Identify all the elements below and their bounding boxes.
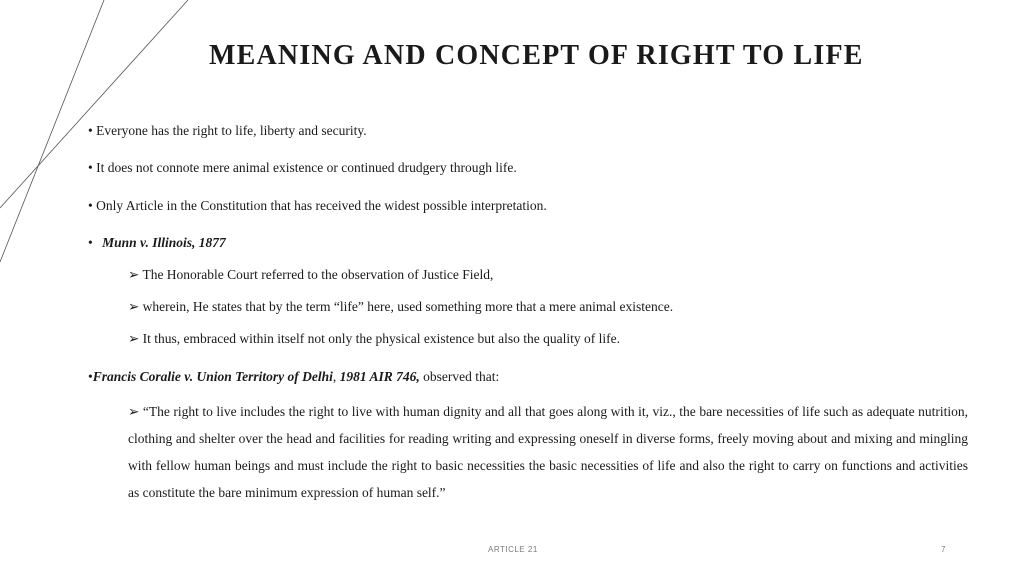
bullet-francis xyxy=(88,368,499,386)
munn-point-2: ➢ wherein, He states that by the term “life” here, used something more that a mere animal existence. xyxy=(128,299,674,314)
case-citation: 1981 AIR 746, xyxy=(339,369,420,384)
bullet-not-connote: • It does not connote mere animal existence or continued drudgery through life. xyxy=(88,160,517,175)
bullet-mark: • xyxy=(88,369,93,384)
munn-point-1: ➢ The Honorable Court referred to the observation of Justice Field, xyxy=(128,267,494,282)
footer-label: ARTICLE 21 xyxy=(488,545,538,554)
bullet-only-article: • Only Article in the Constitution that has received the widest possible interpretation. xyxy=(88,198,547,213)
slide-title: MEANING AND CONCEPT OF RIGHT TO LIFE xyxy=(209,40,864,71)
page-number: 7 xyxy=(941,545,946,554)
bullet-mark: • xyxy=(88,235,93,250)
bullet-munn xyxy=(88,234,226,252)
case-francis: Francis Coralie v. Union Territory of Delhi xyxy=(92,369,333,384)
case-munn: Munn v. Illinois, 1877 xyxy=(102,235,226,250)
munn-point-3: ➢ It thus, embraced within itself not only the physical existence but also the quality of life. xyxy=(128,331,620,346)
francis-quote: ➢ “The right to live includes the right to live with human dignity and all that goes along with it, viz., the bare necessities of life such as adequate nutrition, clothing and shelter over the head and facilities for reading writing and expressing oneself in diverse forms, freely moving about and mixing and mingling with fellow human beings and must include the right to basic necessities the basic necessities of life and also the right to carry on functions and activities as constitute the bare minimum expression of human self.” xyxy=(128,404,968,500)
bullet-everyone: • Everyone has the right to life, liberty and security. xyxy=(88,123,367,138)
observed-that: observed that: xyxy=(423,369,500,384)
case-comma: , xyxy=(332,369,337,384)
